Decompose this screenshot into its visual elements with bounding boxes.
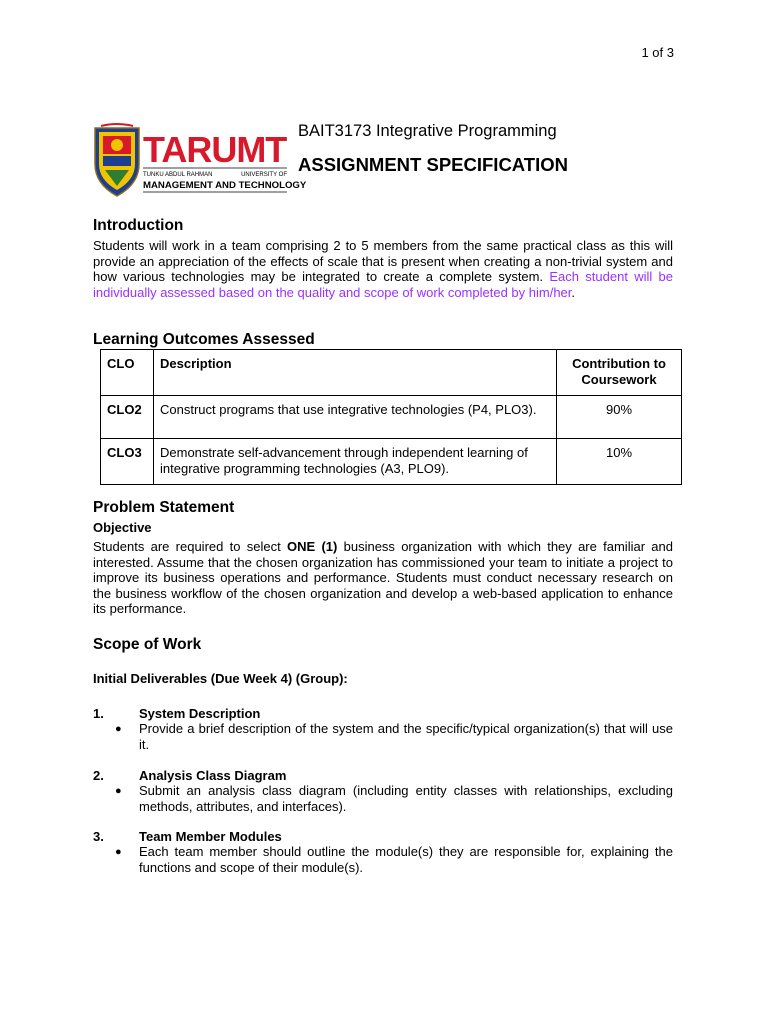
- description-cell: Construct programs that use integrative technologies (P4, PLO3).: [154, 396, 557, 439]
- clo-cell: CLO2: [101, 396, 154, 439]
- clo-cell: CLO3: [101, 439, 154, 485]
- table-row: [101, 439, 682, 485]
- document-title: ASSIGNMENT SPECIFICATION: [298, 154, 568, 175]
- introduction-paragraph: [93, 238, 673, 300]
- problem-text-after: business organization with which they are familiar and interested. Assume that the chosen organization has commissioned your team to initiate a project to improve its business operations and performance. Students must conduct necessary research on the business workflow of the chosen organization and develop a web-based application to enhance its performance.: [93, 539, 673, 617]
- item-title: Analysis Class Diagram: [139, 768, 287, 783]
- university-logo: [93, 124, 307, 198]
- problem-heading: Problem Statement: [93, 499, 235, 516]
- introduction-highlight: Each student will be individually assessed based on the quality and scope of work completed by him/her: [93, 269, 673, 300]
- column-header: Description: [154, 350, 557, 396]
- introduction-text: Students will work in a team comprising 2 to 5 members from the same practical class as this will provide an appreciation of the effects of scale that is present when creating a non-trivial system and how various technologies may be integrated to create a complete system.: [93, 238, 673, 285]
- logo-sub-left: TUNKU ABDUL RAHMAN: [143, 172, 213, 178]
- crest-icon: [95, 124, 139, 196]
- introduction-end: .: [571, 284, 576, 300]
- scope-heading: Scope of Work: [93, 636, 202, 653]
- logo-sub-bottom: MANAGEMENT AND TECHNOLOGY: [143, 180, 307, 191]
- bullet-icon: ●: [115, 723, 122, 735]
- item-text: Submit an analysis class diagram (including entity classes with relationships, excluding methods, attributes, and interfaces).: [139, 783, 673, 814]
- outcomes-heading: Learning Outcomes Assessed: [93, 331, 315, 348]
- column-header: Contribution to Coursework: [557, 350, 682, 396]
- problem-paragraph: [93, 539, 673, 617]
- logo-wordmark: TARUMT: [143, 129, 287, 170]
- deliverables-subheading: Initial Deliverables (Due Week 4) (Group):: [93, 671, 348, 686]
- document-header: [93, 122, 683, 198]
- objective-subheading: Objective: [93, 520, 152, 535]
- introduction-heading: Introduction: [93, 217, 184, 234]
- outcomes-table: [100, 349, 682, 485]
- page-number: 1 of 3: [641, 45, 674, 60]
- contribution-cell: 90%: [557, 396, 682, 439]
- table-row: [101, 396, 682, 439]
- item-text: Provide a brief description of the system and the specific/typical organization(s) that will use it.: [139, 721, 673, 752]
- description-cell: Demonstrate self-advancement through independent learning of integrative programming technologies (A3, PLO9).: [154, 439, 557, 485]
- item-title: Team Member Modules: [139, 829, 282, 844]
- contribution-cell: 10%: [557, 439, 682, 485]
- logo-sub-right: UNIVERSITY OF: [241, 172, 287, 178]
- item-title: System Description: [139, 706, 261, 721]
- problem-text-bold: ONE (1): [287, 539, 338, 554]
- column-header: CLO: [101, 350, 154, 396]
- course-title: BAIT3173 Integrative Programming: [298, 122, 557, 140]
- bullet-icon: ●: [115, 785, 122, 797]
- problem-text-before: Students are required to select: [93, 539, 287, 554]
- item-text: Each team member should outline the module(s) they are responsible for, explaining the functions and scope of their module(s).: [139, 844, 673, 875]
- item-number: 1.: [93, 706, 104, 721]
- bullet-icon: ●: [115, 846, 122, 858]
- item-number: 3.: [93, 829, 104, 844]
- table-header-row: [101, 350, 682, 396]
- item-number: 2.: [93, 768, 104, 783]
